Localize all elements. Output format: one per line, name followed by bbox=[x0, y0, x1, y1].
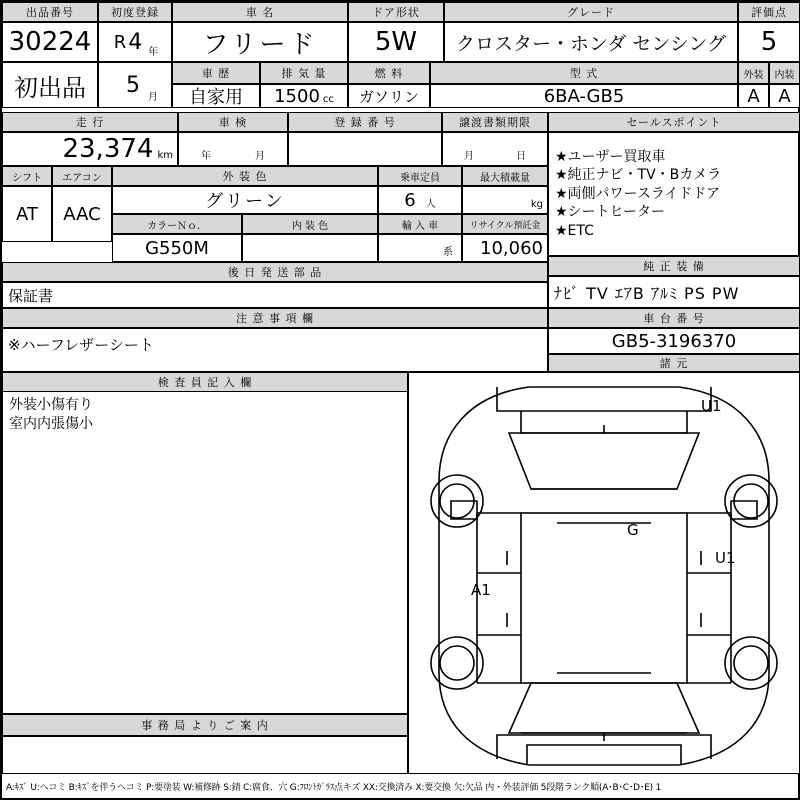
label-score: 評価点 bbox=[738, 2, 800, 22]
damage-mark: U1 bbox=[715, 549, 736, 567]
label-seating: 乗車定員 bbox=[378, 166, 462, 186]
label-color-no: カラーＮｏ． bbox=[112, 214, 242, 234]
value-reg-era: R bbox=[113, 31, 127, 53]
unit-inspection-month: 月 bbox=[255, 151, 265, 162]
inspector-note-line: 外装小傷有り bbox=[9, 397, 93, 413]
value-exterior-color: グリーン bbox=[112, 186, 378, 214]
value-reg-year: 4 bbox=[128, 29, 143, 55]
unit-kg: kg bbox=[530, 199, 543, 210]
label-caution: 注 意 事 項 欄 bbox=[2, 308, 548, 328]
label-aircon: エアコン bbox=[52, 166, 112, 186]
value-reg-month: 5 bbox=[126, 72, 140, 98]
value-color-no: G550M bbox=[112, 234, 242, 262]
sales-point-item: ★ユーザー買取車 bbox=[555, 148, 666, 165]
value-mileage: 23,374 bbox=[62, 134, 154, 164]
first-reg-group bbox=[98, 22, 172, 62]
label-reg-number: 登 録 番 号 bbox=[288, 112, 442, 132]
value-genuine-equip: ﾅﾋﾞ TV ｴｱB ｱﾙﾐ PS PW bbox=[548, 276, 800, 308]
value-later-parts: 保証書 bbox=[2, 282, 548, 308]
label-first-reg: 初度登録 bbox=[98, 2, 172, 22]
label-inspection: 車 検 bbox=[178, 112, 288, 132]
label-import: 輸 入 車 bbox=[378, 214, 462, 234]
value-import-group bbox=[378, 234, 462, 262]
value-grade: クロスター・ホンダ センシング bbox=[444, 22, 738, 62]
value-lot-no: 30224 bbox=[2, 22, 98, 62]
damage-mark: U1 bbox=[701, 397, 722, 415]
value-displacement-group bbox=[260, 84, 348, 108]
unit-person: 人 bbox=[425, 199, 436, 210]
value-interior-color bbox=[242, 234, 378, 262]
value-aircon: AAC bbox=[52, 186, 112, 242]
sales-point-item: ★両側パワースライドドア bbox=[555, 185, 721, 202]
unit-inspection-year: 年 bbox=[201, 151, 211, 162]
unit-cc: cc bbox=[322, 94, 334, 105]
label-interior: 内装 bbox=[769, 62, 800, 84]
car-damage-diagram bbox=[408, 372, 800, 774]
label-interior-color: 内 装 色 bbox=[242, 214, 378, 234]
unit-transfer-month: 月 bbox=[464, 151, 474, 162]
unit-year: 年 bbox=[148, 47, 159, 58]
car-diagram-svg bbox=[409, 373, 799, 773]
value-fuel: ガソリン bbox=[348, 84, 430, 108]
value-seating-group bbox=[378, 186, 462, 214]
unit-kei: 系 bbox=[443, 247, 453, 258]
value-mileage-group bbox=[2, 132, 178, 166]
sales-point-item: ★シートヒーター bbox=[555, 204, 665, 221]
value-history: 自家用 bbox=[172, 84, 260, 108]
label-chassis-no: 車 台 番 号 bbox=[548, 308, 800, 328]
damage-mark: A1 bbox=[471, 581, 491, 599]
legend-footer: A:ｷｽﾞ U:ヘコミ B:ｷｽﾞを伴うヘコミ P:要塗装 W:補修跡 S:錆 C:腐食、穴 G:ﾌﾛﾝﾄｶﾞﾗｽ点キズ XX:交換済み X:要交換 欠:欠品 内・外装評価 5段階ランク順(A･B･C･D･E) 1 bbox=[6, 783, 662, 793]
label-fuel: 燃 料 bbox=[348, 62, 430, 84]
value-displacement: 1500 bbox=[274, 85, 320, 107]
unit-transfer-day: 日 bbox=[516, 151, 526, 162]
damage-mark: G bbox=[627, 521, 639, 539]
label-displacement: 排 気 量 bbox=[260, 62, 348, 84]
label-transfer-deadline: 譲渡書類期限 bbox=[442, 112, 548, 132]
label-sales-point: セールスポイント bbox=[548, 112, 800, 132]
value-inspection-group bbox=[178, 132, 288, 166]
value-transfer-group bbox=[442, 132, 548, 166]
label-later-parts: 後 日 発 送 部 品 bbox=[2, 262, 548, 282]
label-office: 事 務 局 よ り ご 案 内 bbox=[2, 714, 408, 736]
sales-point-item: ★純正ナビ・TV・Bカメラ bbox=[555, 167, 722, 184]
value-car-name: フリード bbox=[172, 22, 348, 62]
value-exterior-grade: A bbox=[738, 84, 769, 108]
value-recycle: 10,060 bbox=[462, 234, 548, 262]
value-reg-number bbox=[288, 132, 442, 166]
sales-points-list bbox=[548, 132, 800, 256]
label-shift: シフト bbox=[2, 166, 52, 186]
label-exterior: 外装 bbox=[738, 62, 769, 84]
label-genuine-equip: 純 正 装 備 bbox=[548, 256, 800, 276]
label-mileage: 走 行 bbox=[2, 112, 178, 132]
value-score: 5 bbox=[738, 22, 800, 62]
value-seating: 6 bbox=[404, 189, 416, 211]
value-office bbox=[2, 736, 408, 774]
value-max-load-group bbox=[462, 186, 548, 214]
label-history: 車 歴 bbox=[172, 62, 260, 84]
value-door-shape: 5W bbox=[348, 22, 444, 62]
label-car-name: 車 名 bbox=[172, 2, 348, 22]
value-shift: AT bbox=[2, 186, 52, 242]
label-exterior-color: 外 装 色 bbox=[112, 166, 378, 186]
inspector-notes bbox=[2, 392, 408, 714]
label-max-load: 最大積載量 bbox=[462, 166, 548, 186]
first-reg-month-group bbox=[98, 62, 172, 108]
label-recycle: リサイクル預託金 bbox=[462, 214, 548, 234]
label-door-shape: ドア形状 bbox=[348, 2, 444, 22]
value-first-exhibit: 初出品 bbox=[2, 62, 98, 108]
value-chassis-no: GB5-3196370 bbox=[548, 328, 800, 354]
label-inspector: 検 査 員 記 入 欄 bbox=[2, 372, 408, 392]
label-dimensions: 諸 元 bbox=[548, 354, 800, 372]
sales-point-item: ★ETC bbox=[555, 222, 594, 239]
value-interior-grade: A bbox=[769, 84, 800, 108]
value-model-code: 6BA-GB5 bbox=[430, 84, 738, 108]
unit-km: km bbox=[157, 150, 173, 161]
value-caution: ※ハーフレザーシート bbox=[2, 328, 548, 372]
unit-month: 月 bbox=[148, 92, 158, 103]
label-grade: グレード bbox=[444, 2, 738, 22]
inspector-note-line: 室内内張傷小 bbox=[9, 415, 93, 432]
label-model-code: 型 式 bbox=[430, 62, 738, 84]
label-lot-no: 出品番号 bbox=[2, 2, 98, 22]
